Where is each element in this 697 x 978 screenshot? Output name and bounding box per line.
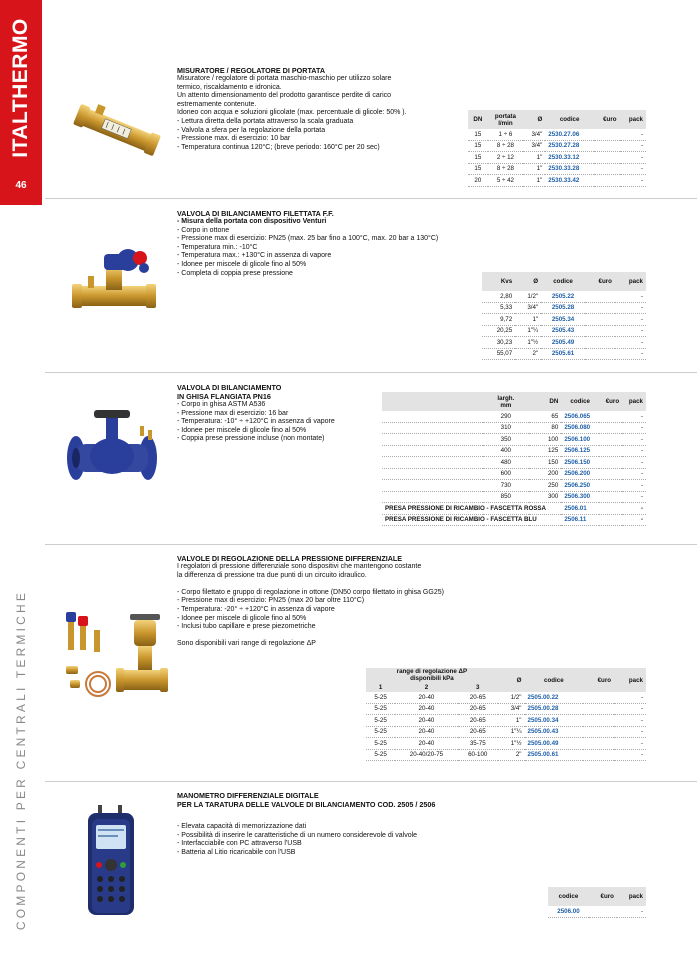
side-title — [0, 590, 42, 930]
cell-pack: - — [622, 434, 646, 446]
cell-euro — [599, 457, 622, 469]
cell-diam: 3/4" — [523, 140, 545, 152]
brand-logo — [2, 18, 40, 158]
desc-line: - Temperatura: -20° ÷ +120°C in assenza di vapore — [177, 605, 335, 613]
table-row — [482, 314, 646, 326]
cell-dn: 65 — [529, 411, 562, 422]
cell-portata: 8 ÷ 28 — [488, 140, 524, 152]
cell-dn: 15 — [468, 140, 488, 152]
section-divider — [45, 781, 697, 782]
table-row — [366, 715, 646, 727]
table-header — [366, 668, 646, 682]
col-dn: DN — [529, 392, 562, 411]
cell-range-1: 5-25 — [366, 692, 395, 703]
table-row — [382, 468, 646, 480]
cell-range-1: 5-25 — [366, 715, 395, 727]
cell-range-2: 20-40 — [395, 726, 458, 738]
cell-diam: 3/4" — [498, 703, 525, 715]
differential-pressure-valve-image — [58, 610, 168, 702]
flanged-balancing-valve-image — [62, 400, 162, 490]
cell-pack: - — [622, 411, 646, 422]
s3-title-line1: VALVOLA DI BILANCIAMENTO — [177, 383, 282, 392]
table-row — [382, 457, 646, 469]
cell-pack: - — [614, 738, 646, 750]
cell-range-2: 20-40 — [395, 738, 458, 750]
table-row — [366, 692, 646, 703]
cell-dn: 20 — [468, 175, 488, 187]
cell-euro — [583, 749, 614, 761]
s5-description — [177, 823, 467, 857]
desc-line: - Pressione max di esercizio: PN25 (max. 25 bar fino a 100°C, max. 20 bar a 130°C) — [177, 235, 439, 243]
desc-line: - Interfacciabile con PC attraverso l'USB — [177, 840, 302, 848]
cell-dn: 15 — [468, 152, 488, 164]
s5-title — [177, 791, 435, 809]
col-blank — [382, 392, 483, 411]
cell-largh: 480 — [483, 457, 529, 469]
desc-line: Sono disponibili vari range di regolazione ΔP — [177, 640, 316, 648]
cell-pack: - — [614, 692, 646, 703]
cell-diam: 1" — [523, 175, 545, 187]
s2-description — [177, 218, 467, 278]
col-largh-unit: mm — [500, 401, 512, 409]
cell-largh: 310 — [483, 422, 529, 434]
table-row — [382, 422, 646, 434]
cell-largh: 400 — [483, 445, 529, 457]
digital-manometer-image — [84, 805, 138, 917]
desc-line: termico, riscaldamento e idronica. — [177, 83, 282, 91]
desc-line: - Corpo filettato e gruppo di regolazione in ottone (DN50 corpo filettato in ghisa GG25) — [177, 588, 444, 596]
cell-portata: 2 ÷ 12 — [488, 152, 524, 164]
cell-largh: 290 — [483, 411, 529, 422]
cell-diam: 2" — [515, 348, 541, 360]
cell-dn: 250 — [529, 480, 562, 492]
cell-code: 2530.33.28 — [545, 163, 594, 175]
cell-euro — [583, 703, 614, 715]
cell-euro — [585, 348, 615, 360]
s1-description — [177, 75, 467, 152]
desc-line: Idoneo con acqua e soluzioni glicolate (max. percentuale di glicole: 50% ). — [177, 109, 407, 117]
cell-pack: - — [617, 906, 646, 917]
cell-diam: 2" — [498, 749, 525, 761]
table-row — [468, 163, 646, 175]
cell-pack: - — [620, 163, 646, 175]
desc-line: - Pressione max di esercizio: 16 bar — [177, 409, 289, 417]
cell-pack: - — [614, 726, 646, 738]
cell-code: 2530.33.12 — [545, 152, 594, 164]
desc-line: - Valvola a sfera per la regolazione della portata — [177, 126, 326, 134]
cell-code: 2530.27.06 — [545, 129, 594, 140]
col-pack: pack — [622, 392, 646, 411]
col-codice: codice — [561, 392, 599, 411]
cell-diam: 1"½ — [498, 738, 525, 750]
cell-pack: - — [615, 337, 646, 349]
col-euro: €uro — [599, 392, 622, 411]
cell-code: 2506.250 — [561, 480, 599, 492]
cell-pack: - — [622, 457, 646, 469]
cell-diam: 1" — [523, 163, 545, 175]
desc-line: - Temperatura: -10° ÷ +120°C in assenza di vapore — [177, 418, 335, 426]
cell-blank — [382, 468, 483, 480]
table-row — [382, 411, 646, 422]
cell-code: 2506.125 — [561, 445, 599, 457]
cell-range-1: 5-25 — [366, 703, 395, 715]
cell-code: 2506.100 — [561, 434, 599, 446]
cell-diam: 1"½ — [515, 337, 541, 349]
cell-pack: - — [614, 749, 646, 761]
cell-code: 2505.22 — [541, 291, 585, 302]
cell-diam: 1" — [515, 314, 541, 326]
s4-title: VALVOLE DI REGOLAZIONE DELLA PRESSIONE DIFFERENZIALE — [177, 554, 403, 563]
col-diam: Ø — [523, 110, 545, 129]
cell-pack: - — [622, 503, 646, 515]
table-row — [468, 129, 646, 140]
cell-blank — [382, 491, 483, 503]
desc-line: - Misura della portata con dispositivo Venturi — [177, 218, 327, 225]
table-row — [382, 491, 646, 503]
cell-range-1: 5-25 — [366, 749, 395, 761]
cell-kvs: 20,25 — [482, 325, 515, 337]
cell-dn: 150 — [529, 457, 562, 469]
cell-code: 2505.49 — [541, 337, 585, 349]
cell-euro — [599, 422, 622, 434]
desc-spacer — [177, 580, 467, 589]
desc-line: - Idonee per miscele di glicole fino al 50% — [177, 426, 307, 434]
desc-line: - Temperatura min.: -10°C — [177, 243, 258, 251]
table-header — [548, 887, 646, 906]
section-divider — [45, 372, 697, 373]
s3-title-line2: IN GHISA FLANGIATA PN16 — [177, 392, 271, 401]
cell-pack: - — [622, 480, 646, 492]
cell-euro — [599, 503, 622, 515]
cell-code: 2505.28 — [541, 302, 585, 314]
cell-pack: - — [620, 129, 646, 140]
col-portata — [488, 110, 524, 129]
desc-line: - Inclusi tubo capillare e prese piezometriche — [177, 623, 316, 631]
cell-pack: - — [615, 302, 646, 314]
cell-blank — [382, 445, 483, 457]
cell-euro — [599, 514, 622, 526]
desc-line: estremamente contenute. — [177, 100, 257, 108]
cell-pack: - — [622, 422, 646, 434]
col-portata-unit: l/min — [498, 119, 513, 127]
s5-table — [548, 887, 646, 918]
col-pack: pack — [617, 887, 646, 906]
cell-dn: 200 — [529, 468, 562, 480]
table-header — [382, 392, 646, 411]
cell-dn: 125 — [529, 445, 562, 457]
cell-code: 2506.01 — [561, 503, 599, 515]
cell-dn: 15 — [468, 129, 488, 140]
cell-note-label: PRESA PRESSIONE DI RICAMBIO - FASCETTA BLU — [382, 514, 561, 526]
cell-portata: 8 ÷ 28 — [488, 163, 524, 175]
cell-euro — [585, 325, 615, 337]
col-pack: pack — [615, 272, 646, 291]
cell-euro — [599, 445, 622, 457]
cell-blank — [382, 411, 483, 422]
table-row — [482, 291, 646, 302]
cell-range-3: 20-65 — [458, 692, 498, 703]
cell-code: 2505.00.49 — [525, 738, 584, 750]
desc-line: - Corpo in ottone — [177, 226, 230, 234]
cell-pack: - — [620, 175, 646, 187]
cell-range-1: 5-25 — [366, 738, 395, 750]
desc-spacer — [177, 632, 467, 641]
cell-euro — [585, 337, 615, 349]
col-euro: €uro — [583, 668, 614, 692]
cell-euro — [583, 738, 614, 750]
cell-blank — [382, 457, 483, 469]
page-number: 46 — [15, 180, 27, 191]
desc-line: - Temperatura continua 120°C; (breve periodo: 160°C per 20 sec) — [177, 143, 380, 151]
flow-meter-image — [72, 95, 162, 165]
cell-euro — [594, 163, 620, 175]
cell-range-3: 20-65 — [458, 726, 498, 738]
table-row — [366, 749, 646, 761]
cell-code: 2530.27.28 — [545, 140, 594, 152]
desc-line: Un attento dimensionamento del prodotto garantisce perdite di carico — [177, 92, 392, 100]
cell-diam: 3/4" — [515, 302, 541, 314]
col-euro: €uro — [589, 887, 617, 906]
cell-euro — [585, 291, 615, 302]
table-row — [468, 140, 646, 152]
cell-pack: - — [622, 468, 646, 480]
col-range-1: 1 — [366, 682, 395, 692]
s2-title: VALVOLA DI BILANCIAMENTO FILETTATA F.F. — [177, 209, 334, 218]
cell-euro — [585, 302, 615, 314]
cell-euro — [599, 480, 622, 492]
col-dn: DN — [468, 110, 488, 129]
cell-blank — [382, 422, 483, 434]
table-row — [482, 302, 646, 314]
cell-code: 2505.00.34 — [525, 715, 584, 727]
col-largh — [483, 392, 529, 411]
table-row — [382, 514, 646, 526]
table-row — [382, 434, 646, 446]
col-range — [366, 668, 498, 682]
cell-dn: 80 — [529, 422, 562, 434]
cell-diam: 1" — [523, 152, 545, 164]
section-divider — [45, 544, 697, 545]
cell-diam: 1/2" — [498, 692, 525, 703]
cell-euro — [599, 468, 622, 480]
table-row — [468, 152, 646, 164]
cell-pack: - — [622, 514, 646, 526]
col-diam: Ø — [498, 668, 525, 692]
cell-diam: 1/2" — [515, 291, 541, 302]
col-euro: €uro — [585, 272, 615, 291]
cell-largh: 730 — [483, 480, 529, 492]
cell-code: 2506.150 — [561, 457, 599, 469]
cell-range-3: 60-100 — [458, 749, 498, 761]
desc-line: - Idonee per miscele di glicole fino al 50% — [177, 260, 307, 268]
cell-pack: - — [622, 491, 646, 503]
cell-note-label: PRESA PRESSIONE DI RICAMBIO - FASCETTA ROSSA — [382, 503, 561, 515]
cell-dn: 15 — [468, 163, 488, 175]
desc-line: - Corpo in ghisa ASTM A536 — [177, 401, 266, 408]
cell-pack: - — [620, 140, 646, 152]
cell-kvs: 5,33 — [482, 302, 515, 314]
side-title-text: COMPONENTI PER CENTRALI TERMICHE — [14, 589, 29, 931]
table-row — [382, 445, 646, 457]
cell-pack: - — [620, 152, 646, 164]
cell-code: 2505.00.22 — [525, 692, 584, 703]
cell-euro — [599, 491, 622, 503]
cell-euro — [599, 411, 622, 422]
cell-portata: 1 ÷ 6 — [488, 129, 524, 140]
cell-code: 2506.00 — [548, 906, 589, 917]
cell-pack: - — [615, 314, 646, 326]
s5-title-line2: PER LA TARATURA DELLE VALVOLE DI BILANCIAMENTO COD. 2505 / 2506 — [177, 800, 436, 809]
col-range-2: 2 — [395, 682, 458, 692]
desc-line: - Possibilità di inserire le caratteristiche di un numero considerevole di valvole — [177, 831, 418, 839]
col-codice: codice — [545, 110, 594, 129]
cell-range-2: 20-40/20-75 — [395, 749, 458, 761]
s2-table — [482, 272, 646, 360]
col-codice: codice — [541, 272, 585, 291]
cell-code: 2506.200 — [561, 468, 599, 480]
desc-line: I regolatori di pressione differenziale sono dispositivi che mantengono costante — [177, 563, 422, 570]
cell-euro — [594, 140, 620, 152]
cell-code: 2530.33.42 — [545, 175, 594, 187]
cell-euro — [585, 314, 615, 326]
threaded-balancing-valve-image — [70, 240, 160, 320]
cell-diam: 1"¼ — [498, 726, 525, 738]
s4-description — [177, 563, 467, 649]
cell-kvs: 2,80 — [482, 291, 515, 302]
cell-euro — [589, 906, 617, 917]
s5-title-line1: MANOMETRO DIFFERENZIALE DIGITALE — [177, 791, 319, 800]
cell-code: 2506.080 — [561, 422, 599, 434]
cell-range-3: 20-65 — [458, 715, 498, 727]
cell-range-3: 35-75 — [458, 738, 498, 750]
desc-line: - Batteria al Litio ricaricabile con l'USB — [177, 848, 296, 856]
cell-kvs: 30,23 — [482, 337, 515, 349]
col-range-label: range di regolazione ΔP — [396, 668, 468, 675]
desc-line: - Elevata capacità di memorizzazione dati — [177, 823, 307, 830]
table-row — [382, 480, 646, 492]
s3-title — [177, 383, 281, 401]
cell-largh: 350 — [483, 434, 529, 446]
cell-code: 2506.300 — [561, 491, 599, 503]
desc-line: - Coppia prese pressione incluse (non montate) — [177, 435, 325, 443]
cell-kvs: 9,72 — [482, 314, 515, 326]
col-codice: codice — [525, 668, 584, 692]
table-header — [482, 272, 646, 291]
cell-range-3: 20-65 — [458, 703, 498, 715]
col-portata-label: portata — [494, 112, 516, 120]
brand-name: ITALTHERMO — [9, 18, 32, 158]
cell-range-2: 20-40 — [395, 715, 458, 727]
col-pack: pack — [614, 668, 646, 692]
cell-range-2: 20-40 — [395, 703, 458, 715]
desc-line: - Idonee per miscele di glicole fino al 50% — [177, 614, 307, 622]
cell-blank — [382, 434, 483, 446]
s3-table — [382, 392, 646, 526]
cell-kvs: 55,07 — [482, 348, 515, 360]
cell-euro — [594, 152, 620, 164]
col-kvs: Kvs — [482, 272, 515, 291]
desc-line: la differenza di pressione tra due punti di un circuito idraulico. — [177, 571, 367, 579]
desc-line: - Lettura diretta della portata attraverso la scala graduata — [177, 117, 354, 125]
cell-code: 2505.00.28 — [525, 703, 584, 715]
table-row — [482, 325, 646, 337]
cell-pack: - — [614, 703, 646, 715]
cell-euro — [583, 726, 614, 738]
cell-pack: - — [615, 291, 646, 302]
cell-largh: 850 — [483, 491, 529, 503]
cell-diam: 1"¼ — [515, 325, 541, 337]
cell-dn: 100 — [529, 434, 562, 446]
table-row — [366, 726, 646, 738]
cell-euro — [599, 434, 622, 446]
desc-line: Misuratore / regolatore di portata maschio-maschio per utilizzo solare — [177, 75, 392, 82]
cell-diam: 1" — [498, 715, 525, 727]
cell-dn: 300 — [529, 491, 562, 503]
cell-pack: - — [614, 715, 646, 727]
col-codice: codice — [548, 887, 589, 906]
cell-pack: - — [615, 325, 646, 337]
s4-table — [366, 668, 646, 761]
col-euro: €uro — [594, 110, 620, 129]
col-largh-label: largh. — [497, 394, 515, 402]
cell-code: 2506.065 — [561, 411, 599, 422]
s1-title: MISURATORE / REGOLATORE DI PORTATA — [177, 66, 326, 75]
table-row — [382, 503, 646, 515]
table-row — [366, 738, 646, 750]
desc-line: - Temperatura max.: +130°C in assenza di vapore — [177, 252, 332, 260]
col-diam: Ø — [515, 272, 541, 291]
cell-euro — [583, 715, 614, 727]
table-row — [548, 906, 646, 917]
desc-line: - Pressione max di esercizio: PN25 (max 20 bar oltre 110°C) — [177, 597, 365, 605]
col-pack: pack — [620, 110, 646, 129]
cell-portata: 5 ÷ 42 — [488, 175, 524, 187]
table-row — [482, 337, 646, 349]
table-header — [468, 110, 646, 129]
cell-code: 2505.34 — [541, 314, 585, 326]
cell-euro — [594, 175, 620, 187]
cell-largh: 600 — [483, 468, 529, 480]
cell-euro — [583, 692, 614, 703]
section-divider — [45, 198, 697, 199]
cell-euro — [594, 129, 620, 140]
table-row — [366, 703, 646, 715]
col-range-3: 3 — [458, 682, 498, 692]
desc-line: - Pressione max. di esercizio: 10 bar — [177, 135, 291, 143]
cell-code: 2505.61 — [541, 348, 585, 360]
table-row — [468, 175, 646, 187]
cell-pack: - — [615, 348, 646, 360]
cell-code: 2506.11 — [561, 514, 599, 526]
cell-pack: - — [622, 445, 646, 457]
col-range-unit: disponibili kPa — [410, 675, 454, 682]
cell-code: 2505.43 — [541, 325, 585, 337]
desc-line: - Completa di coppia prese pressione — [177, 269, 293, 277]
cell-code: 2505.00.61 — [525, 749, 584, 761]
cell-blank — [382, 480, 483, 492]
cell-range-1: 5-25 — [366, 726, 395, 738]
cell-code: 2505.00.43 — [525, 726, 584, 738]
s1-table — [468, 110, 646, 187]
table-row — [482, 348, 646, 360]
cell-diam: 3/4" — [523, 129, 545, 140]
cell-range-2: 20-40 — [395, 692, 458, 703]
